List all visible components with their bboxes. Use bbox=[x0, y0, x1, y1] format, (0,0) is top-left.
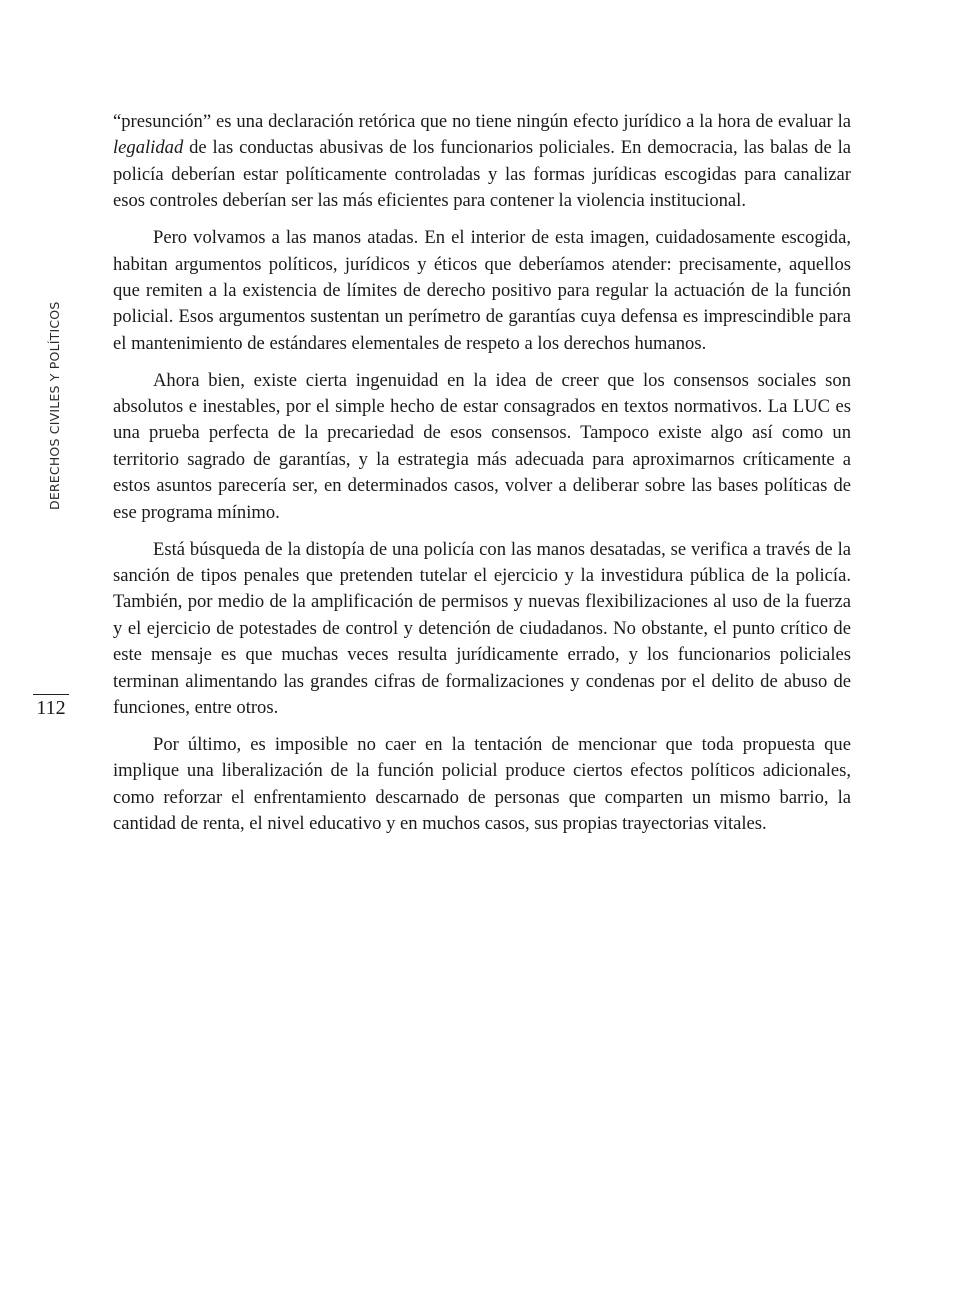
page-number-rule bbox=[33, 694, 69, 695]
paragraph-2: Pero volvamos a las manos atadas. En el interior de esta imagen, cuidadosamente escogida, habitan argumentos políticos, jurídicos y éticos que deberíamos atender: precisamente, aquellos que remiten a la existencia de límites de derecho positivo para regular la actuación de la función policial. Esos argumentos sustentan un perímetro de garantías cuya defensa es imprescindible para el mantenimiento de estándares elementales de respeto a los derechos humanos. bbox=[113, 227, 851, 354]
page-number: 112 bbox=[36, 697, 66, 719]
paragraph-1 bbox=[113, 109, 851, 215]
running-head: DERECHOS CIVILES Y POLÍTICOS bbox=[47, 301, 62, 510]
paragraph-4: Está búsqueda de la distopía de una policía con las manos desatadas, se verifica a través de la sanción de tipos penales que pretenden tutelar el ejercicio y la investidura pública de la policía. También, por medio de la amplificación de permisos y nuevas flexibilizaciones al uso de la fuerza y el ejercicio de potestades de control y detención de ciudadanos. No obstante, el punto crítico de este mensaje es que muchas veces resulta jurídicamente errado, y los funcionarios policiales terminan alimentando las grandes cifras de formalizaciones y condenas por el delito de abuso de funciones, entre otros. bbox=[113, 538, 851, 719]
paragraph-1-text-end: de las conductas abusivas de los funcionarios policiales. En democracia, las balas de la policía deberían estar políticamente controladas y las formas jurídicas escogidas para canalizar esos controles deberían ser las más eficientes para contener la violencia institucional. bbox=[113, 137, 851, 212]
paragraph-1-emphasis: legalidad bbox=[113, 137, 184, 159]
paragraph-5: Por último, es imposible no caer en la tentación de mencionar que toda propuesta que implique una liberalización de la función policial produce ciertos efectos políticos adicionales, como reforzar el enfrentamiento descarnado de personas que comparten un mismo barrio, la cantidad de renta, el nivel educativo y en muchos casos, sus propias trayectorias vitales. bbox=[113, 733, 851, 835]
paragraph-1-text-start: “presunción” es una declaración retórica que no tiene ningún efecto jurídico a la hora de evaluar la bbox=[113, 111, 851, 132]
body-text bbox=[113, 109, 851, 848]
paragraph-3: Ahora bien, existe cierta ingenuidad en la idea de creer que los consensos sociales son absolutos e inestables, por el simple hecho de estar consagrados en textos normativos. La LUC es una prueba perfecta de la precariedad de esos consensos. Tampoco existe algo así como un territorio sagrado de garantías, y la estrategia más adecuada para aproximarnos críticamente a estos asuntos parecería ser, en determinados casos, volver a deliberar sobre las bases políticas de ese programa mínimo. bbox=[113, 369, 851, 523]
